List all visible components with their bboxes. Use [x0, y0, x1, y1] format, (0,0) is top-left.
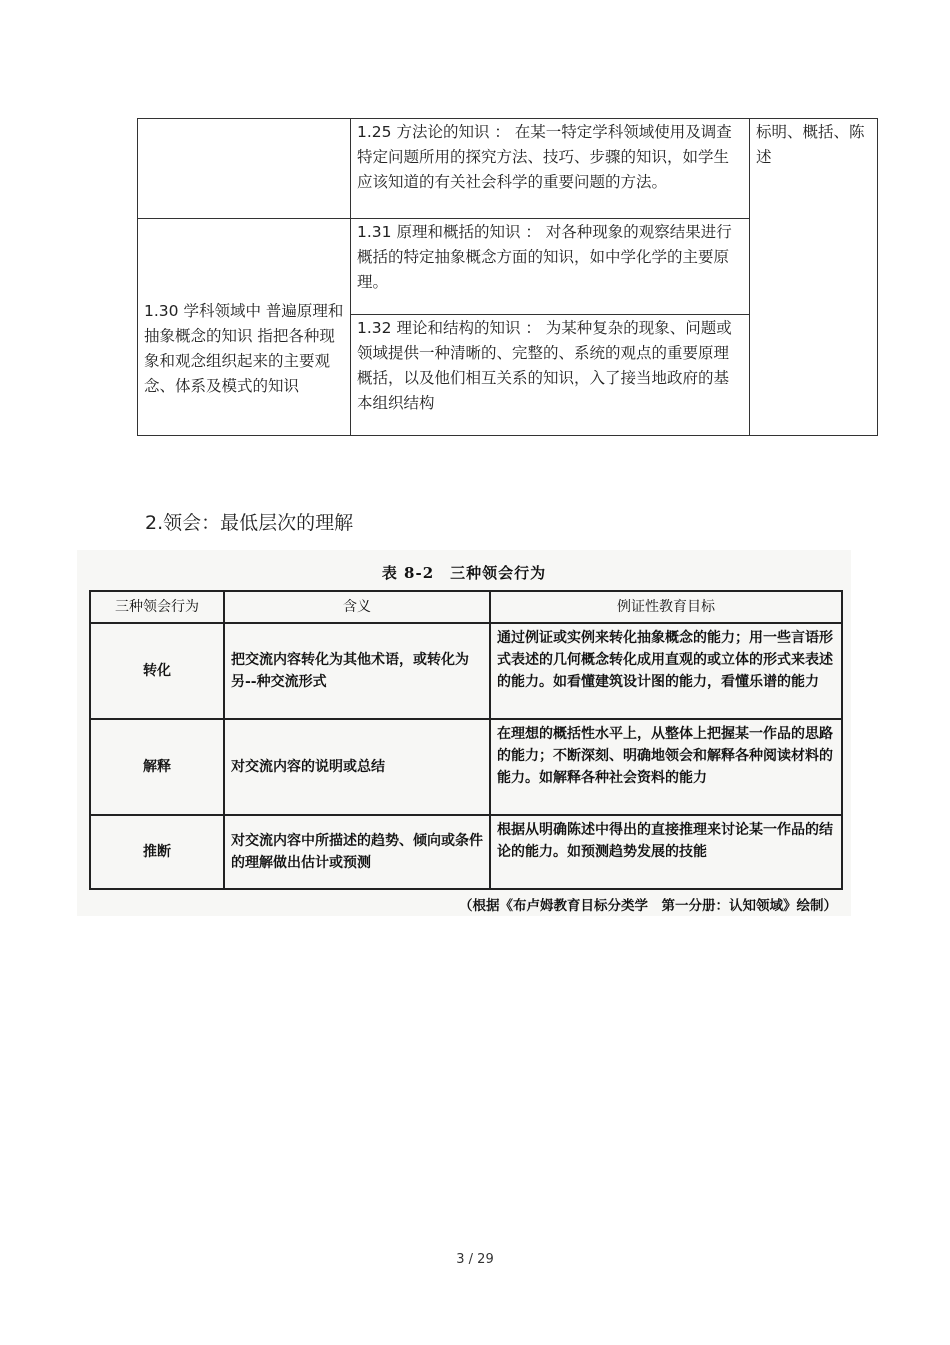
- comprehension-table: [89, 590, 843, 890]
- cell-verbs: 标明、概括、陈述: [750, 119, 878, 436]
- cell-principles-knowledge: 1.31 原理和概括的知识 ： 对各种现象的观察结果进行概括的特定抽象概念方面的知识，如中学化学的主要原理。: [351, 219, 750, 315]
- meaning-cell: 对交流内容中所描述的趋势、倾向或条件的理解做出估计或预测: [224, 815, 490, 889]
- scan-caption: 表 8-2 三种领会行为: [381, 564, 547, 582]
- table-row: [90, 719, 842, 815]
- header-example: 例证性教育目标: [490, 591, 842, 623]
- cell-methodology-knowledge: 1.25 方法论的知识 ： 在某一特定学科领域使用及调查特定问题所用的探究方法、技巧、步骤的知识，如学生应该知道的有关社会科学的重要问题的方法。: [351, 119, 750, 219]
- meaning-cell: 对交流内容的说明或总结: [224, 719, 490, 815]
- cell-general-principles: 1.30 学科领域中 普遍原理和抽象概念的知识 指把各种现象和观念组织起来的主要观念、体系及模式的知识: [138, 219, 351, 436]
- scanned-table-image: [77, 550, 851, 916]
- example-cell: 通过例证或实例来转化抽象概念的能力；用一些言语形式表述的几何概念转化成用直观的或立体的形式来表述的能力。如看懂建筑设计图的能力，看懂乐谱的能力: [490, 623, 842, 719]
- example-cell: 根据从明确陈述中得出的直接推理来讨论某一作品的结论的能力。如预测趋势发展的技能: [490, 815, 842, 889]
- header-meaning: 含义: [224, 591, 490, 623]
- behavior-cell: 转化: [90, 623, 224, 719]
- table-row: [90, 815, 842, 889]
- header-behavior: 三种领会行为: [90, 591, 224, 623]
- table-row: [90, 623, 842, 719]
- meaning-cell: 把交流内容转化为其他术语，或转化为另--种交流形式: [224, 623, 490, 719]
- scan-source-note: （根据《布卢姆教育目标分类学 第一分册：认知领域》绘制）: [459, 898, 837, 914]
- knowledge-table: [137, 118, 878, 436]
- page-number: 3 / 29: [456, 1252, 494, 1267]
- behavior-cell: 解释: [90, 719, 224, 815]
- example-cell: 在理想的概括性水平上，从整体上把握某一作品的思路的能力；不断深刻、明确地领会和解释各种阅读材料的能力。如解释各种社会资料的能力: [490, 719, 842, 815]
- cell-theory-knowledge: 1.32 理论和结构的知识 ： 为某种复杂的现象、问题或领域提供一种清晰的、完整的、系统的观点的重要原理概括，以及他们相互关系的知识，入了接当地政府的基本组织结构: [351, 315, 750, 436]
- behavior-cell: 推断: [90, 815, 224, 889]
- cell-empty: [138, 119, 351, 219]
- section-heading: 2.领会：最低层次的理解: [145, 512, 354, 534]
